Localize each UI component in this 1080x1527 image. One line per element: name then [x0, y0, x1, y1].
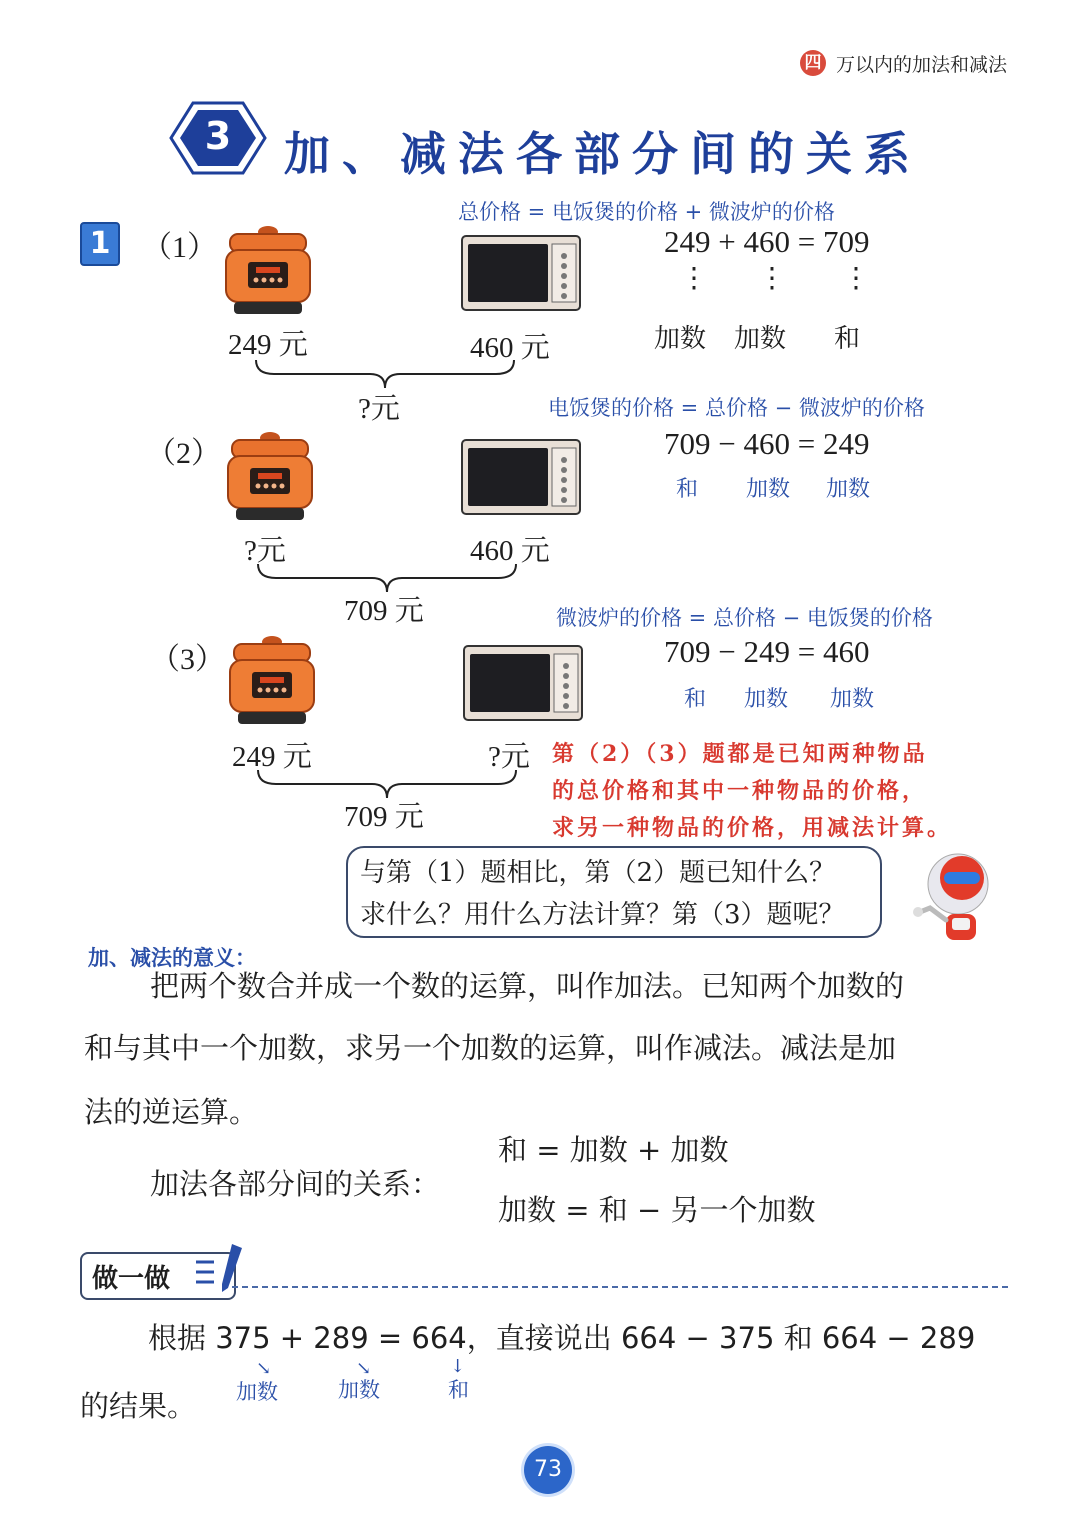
- relation-2: 加数 = 和 − 另一个加数: [498, 1193, 816, 1227]
- rice-cooker-icon: [224, 428, 316, 528]
- problem-1-total: ?元: [358, 393, 400, 425]
- problem-3-microwave-price: ?元: [488, 741, 530, 773]
- robot-icon: [906, 846, 1006, 950]
- problem-2-part-1: 和: [676, 477, 699, 502]
- problem-3-total: 709 元: [344, 801, 424, 833]
- problem-2-formula: 电饭煲的价格 = 总价格 − 微波炉的价格: [548, 396, 925, 420]
- definition-line-3: 法的逆运算。: [84, 1095, 259, 1129]
- rice-cooker-icon: [222, 222, 314, 322]
- problem-1-part-2: 加数: [734, 324, 787, 354]
- problem-1-part-1: 加数: [654, 324, 707, 354]
- example-number-marker: 1: [80, 222, 120, 266]
- red-note-line: 第（2）（3）题都是已知两种物品: [552, 741, 928, 767]
- problem-3-part-3: 加数: [830, 687, 875, 712]
- speech-bubble: [346, 846, 882, 938]
- problem-2-label: （2）: [146, 437, 221, 470]
- problem-1-dots-a: ⋮: [680, 261, 708, 294]
- practice-arrow-2: ↘: [356, 1358, 372, 1379]
- problem-1-part-3: 和: [834, 324, 861, 354]
- problem-2-microwave-price: 460 元: [470, 535, 550, 567]
- chapter-title: 万以内的加法和减法: [836, 54, 1008, 76]
- definition-line-1: 把两个数合并成一个数的运算，叫作加法。已知两个加数的: [150, 969, 905, 1003]
- relation-1: 和 = 加数 + 加数: [498, 1133, 729, 1167]
- lesson-title: 加、减法各部分间的关系: [284, 127, 922, 181]
- problem-2-cooker-price: ?元: [244, 535, 286, 567]
- practice-note-1: 加数: [236, 1380, 278, 1404]
- problem-1-dots-c: ⋮: [842, 261, 870, 294]
- practice-text-line-2: 的结果。: [80, 1389, 197, 1423]
- problem-3-label: （3）: [150, 643, 225, 676]
- relation-label: 加法各部分间的关系：: [150, 1167, 441, 1201]
- pencil-icon: [190, 1240, 250, 1302]
- speech-line: 与第（1）题相比，第（2）题已知什么？: [360, 858, 836, 888]
- red-note-line: 的总价格和其中一种物品的价格，: [552, 778, 928, 804]
- problem-1-formula: 总价格 = 电饭煲的价格 + 微波炉的价格: [458, 200, 835, 224]
- problem-3-part-2: 加数: [744, 687, 789, 712]
- problem-1-label: （1）: [142, 231, 217, 264]
- problem-2-equation: 709 − 460 = 249: [664, 426, 870, 461]
- practice-divider: [232, 1286, 1008, 1288]
- problem-3-cooker-price: 249 元: [232, 741, 312, 773]
- practice-label: 做一做: [92, 1264, 171, 1294]
- meaning-label: 加、减法的意义：: [88, 945, 256, 970]
- practice-text-line-1: 根据 375 + 289 = 664，直接说出 664 − 375 和 664 − 289: [148, 1321, 976, 1355]
- problem-2-part-3: 加数: [826, 477, 871, 502]
- microwave-icon: [460, 232, 584, 318]
- practice-note-2: 加数: [338, 1378, 380, 1402]
- lesson-number: 3: [204, 114, 232, 158]
- problem-3-formula: 微波炉的价格 = 总价格 − 电饭煲的价格: [556, 606, 933, 630]
- problem-1-microwave-price: 460 元: [470, 332, 550, 364]
- problem-3-part-1: 和: [684, 687, 707, 712]
- practice-arrow-1: ↘: [256, 1358, 272, 1379]
- page-number: 73: [524, 1446, 572, 1494]
- definition-line-2: 和与其中一个加数，求另一个加数的运算，叫作减法。减法是加: [84, 1031, 897, 1065]
- speech-line: 求什么？用什么方法计算？第（3）题呢？: [360, 900, 845, 930]
- problem-1-cooker-price: 249 元: [228, 329, 308, 361]
- chapter-number-badge: 四: [800, 50, 826, 76]
- rice-cooker-icon: [226, 632, 318, 732]
- red-note-line: 求另一种物品的价格，用减法计算。: [552, 815, 953, 841]
- practice-note-3: 和: [448, 1378, 469, 1402]
- problem-3-equation: 709 − 249 = 460: [664, 634, 870, 669]
- problem-2-total: 709 元: [344, 595, 424, 627]
- problem-2-part-2: 加数: [746, 477, 791, 502]
- problem-1-dots-b: ⋮: [758, 261, 786, 294]
- microwave-icon: [460, 436, 584, 522]
- problem-1-equation: 249 + 460 = 709: [664, 224, 870, 259]
- red-note: [552, 736, 952, 847]
- lesson-number-badge: [168, 100, 268, 176]
- practice-arrow-3: ↓: [450, 1356, 466, 1377]
- microwave-icon: [462, 642, 586, 728]
